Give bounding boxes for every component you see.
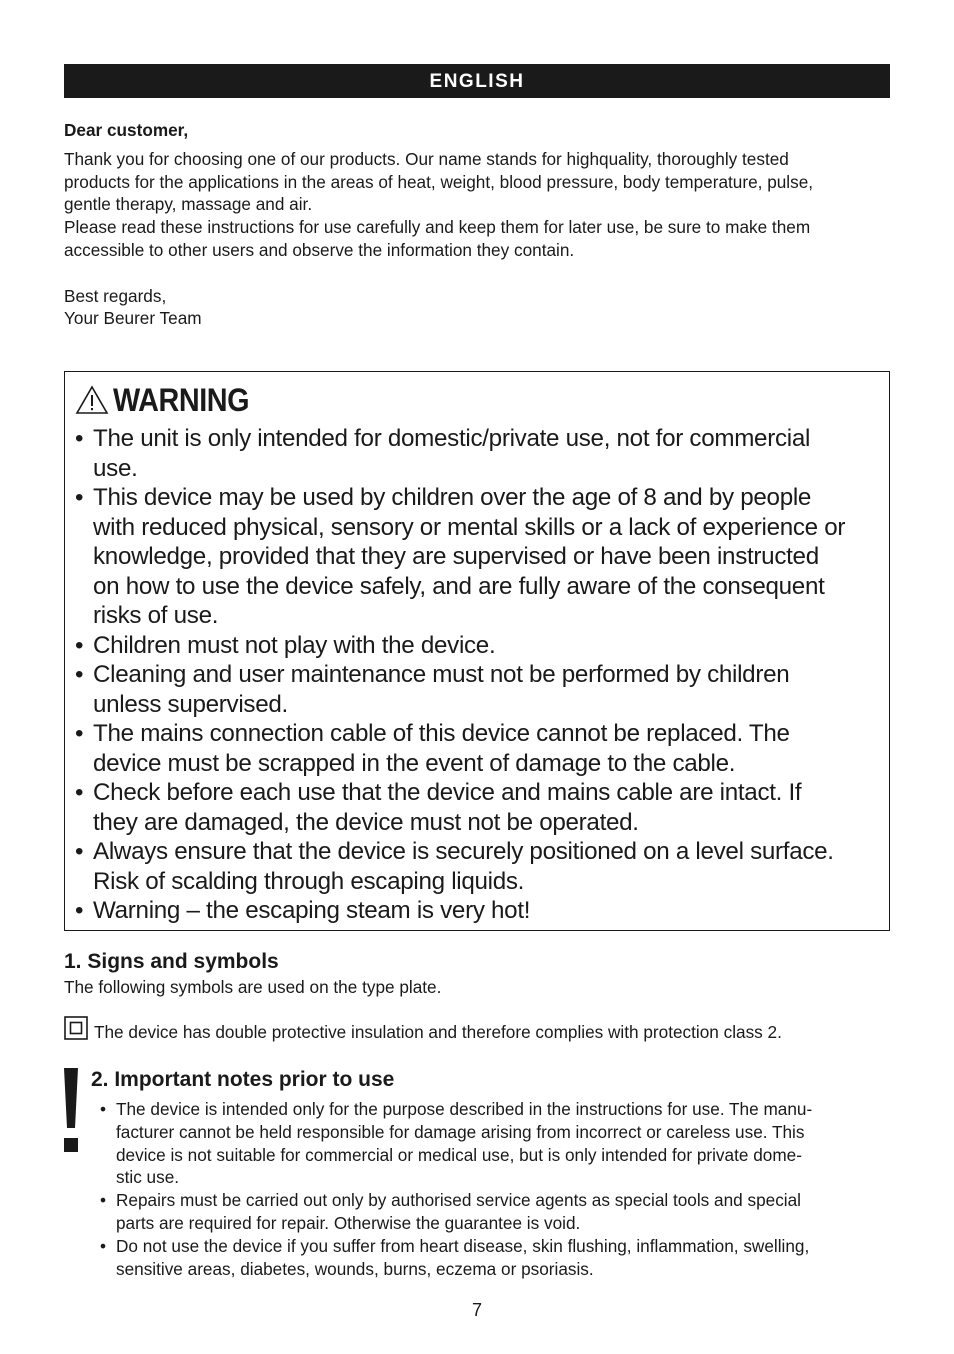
list-item [100,1098,890,1189]
intro-line: accessible to other users and observe the information they contain. [64,239,575,260]
list-item-line: Always ensure that the device is securely positioned on a level surface. [93,838,834,865]
list-item [75,631,883,661]
list-item-line: stic use. [116,1167,180,1188]
list-item-line: facturer cannot be held responsible for damage arising from incorrect or careless use. This [116,1121,805,1142]
notes-list [100,1098,890,1280]
list-item-line: Repairs must be carried out only by authorised service agents as special tools and special [116,1190,801,1211]
greeting: Dear customer, [64,120,189,140]
list-item [75,719,883,778]
page-number: 7 [471,1300,482,1320]
closing: Best regards, [64,285,167,306]
class2-symbol-row [64,1016,894,1044]
language-header: ENGLISH [64,64,890,98]
intro-line: Thank you for choosing one of our products. Our name stands for highquality, thoroughly tested [64,148,789,169]
list-item-line: Cleaning and user maintenance must not be performed by children [93,661,790,688]
list-item-line: device must be scrapped in the event of damage to the cable. [93,749,736,777]
signature: Your Beurer Team [64,308,202,329]
list-item-line: This device may be used by children over the age of 8 and by people [93,484,812,511]
list-item-line: risks of use. [93,602,219,629]
list-item [75,483,883,631]
bullet-icon: • [100,1190,107,1211]
intro-line: gentle therapy, massage and air. [64,194,313,215]
bullet-icon: • [75,661,84,688]
warning-triangle-icon [75,384,109,416]
bullet-icon: • [75,484,84,511]
list-item [75,660,883,719]
list-item-line: Warning – the escaping steam is very hot! [93,897,531,924]
intro-line: Please read these instructions for use carefully and keep them for later use, be sure to make them [64,217,811,238]
intro-line: products for the applications in the areas of heat, weight, blood pressure, body temperature, pulse, [64,171,814,192]
signs-title: 1. Signs and symbols [64,950,279,973]
protection-class-2-icon [64,1016,88,1040]
bullet-icon: • [75,425,84,452]
bullet-icon: • [75,897,84,924]
list-item [75,837,883,896]
list-item [100,1189,890,1235]
list-item-line: The mains connection cable of this device cannot be replaced. The [93,720,790,747]
warning-box [64,371,890,931]
signs-section [64,948,894,999]
list-item-line: knowledge, provided that they are supervised or have been instructed [93,543,819,570]
warning-heading [75,380,264,420]
list-item [75,424,883,483]
bullet-icon: • [75,838,84,865]
bullet-icon: • [75,779,84,806]
bullet-icon: • [100,1099,107,1119]
notes-title: 2. Important notes prior to use [91,1068,395,1091]
list-item-line: The unit is only intended for domestic/private use, not for commercial [93,425,811,452]
list-item-line: use. [93,454,138,482]
list-item-line: Children must not play with the device. [93,631,496,659]
list-item [100,1235,890,1281]
list-item-line: sensitive areas, diabetes, wounds, burns, eczema or psoriasis. [116,1258,594,1279]
list-item [75,896,883,926]
list-item-line: Do not use the device if you suffer from heart disease, skin flushing, inflammation, swelling, [116,1235,810,1256]
bullet-icon: • [75,720,84,747]
exclamation-icon [62,1068,80,1154]
list-item-line: device is not suitable for commercial or medical use, but is only intended for private dome- [116,1144,802,1165]
list-item-line: Risk of scalding through escaping liquids. [93,867,525,895]
bullet-icon: • [100,1235,107,1256]
bullet-icon: • [75,631,84,659]
class2-text: The device has double protective insulation and therefore complies with protection class 2. [94,1022,782,1042]
list-item-line: unless supervised. [93,690,288,718]
list-item [75,778,883,837]
list-item-line: Check before each use that the device and mains cable are intact. If [93,779,802,806]
signs-intro: The following symbols are used on the type plate. [64,977,442,997]
list-item-line: with reduced physical, sensory or mental skills or a lack of experience or [93,513,846,541]
list-item-line: they are damaged, the device must not be operated. [93,808,639,836]
list-item-line: parts are required for repair. Otherwise the guarantee is void. [116,1212,581,1233]
list-item-line: The device is intended only for the purpose described in the instructions for use. The manu- [116,1099,813,1119]
warning-title: WARNING [113,381,250,418]
list-item-line: on how to use the device safely, and are fully aware of the consequent [93,572,825,600]
intro-section [64,119,894,330]
warning-list [75,424,883,926]
